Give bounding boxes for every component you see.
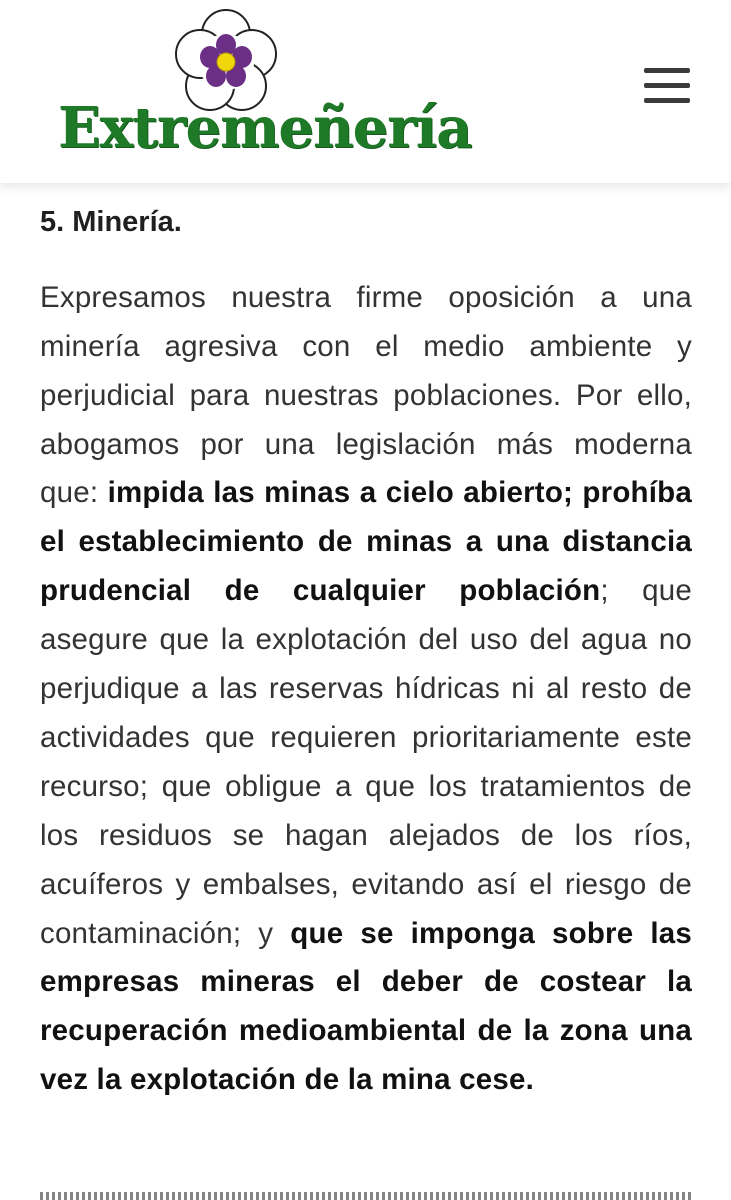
menu-bar-line xyxy=(644,68,690,73)
article-content xyxy=(40,205,692,1105)
paragraph-text: ; que asegure que la explotación del uso del agua no perjudique a las reservas hídricas ni al resto de actividades que requieren prioritariamente este recurso; que obligue a que los tratamientos de los residuos se hagan alejados de los ríos, acuíferos y embalses, evitando así el riesgo de contaminación; y xyxy=(40,574,692,950)
site-header xyxy=(0,0,731,183)
paragraph-bold-text: que se imponga sobre las empresas mineras el deber de costear la recuperación medioambiental de la zona una vez la explotación de la mina cese. xyxy=(40,916,692,1097)
next-line-cutoff xyxy=(40,1192,692,1200)
menu-bar-line xyxy=(644,83,690,88)
article-paragraph xyxy=(40,274,692,1105)
site-logo-text: Extremeñería xyxy=(58,95,472,161)
section-title: 5. Minería. xyxy=(40,206,182,238)
menu-bar-line xyxy=(644,98,690,103)
paragraph-bold-text: impida las minas a cielo abierto; prohíba el establecimiento de minas a una distancia prudencial de cualquier población xyxy=(40,476,692,608)
paragraph-text: Expresamos nuestra firme oposición a una minería agresiva con el medio ambiente y perjudicial para nuestras poblaciones. Por ello, abogamos por una legislación más moderna que: xyxy=(40,280,692,510)
site-logo-link[interactable] xyxy=(56,8,472,168)
hamburger-menu-icon[interactable] xyxy=(640,64,694,108)
